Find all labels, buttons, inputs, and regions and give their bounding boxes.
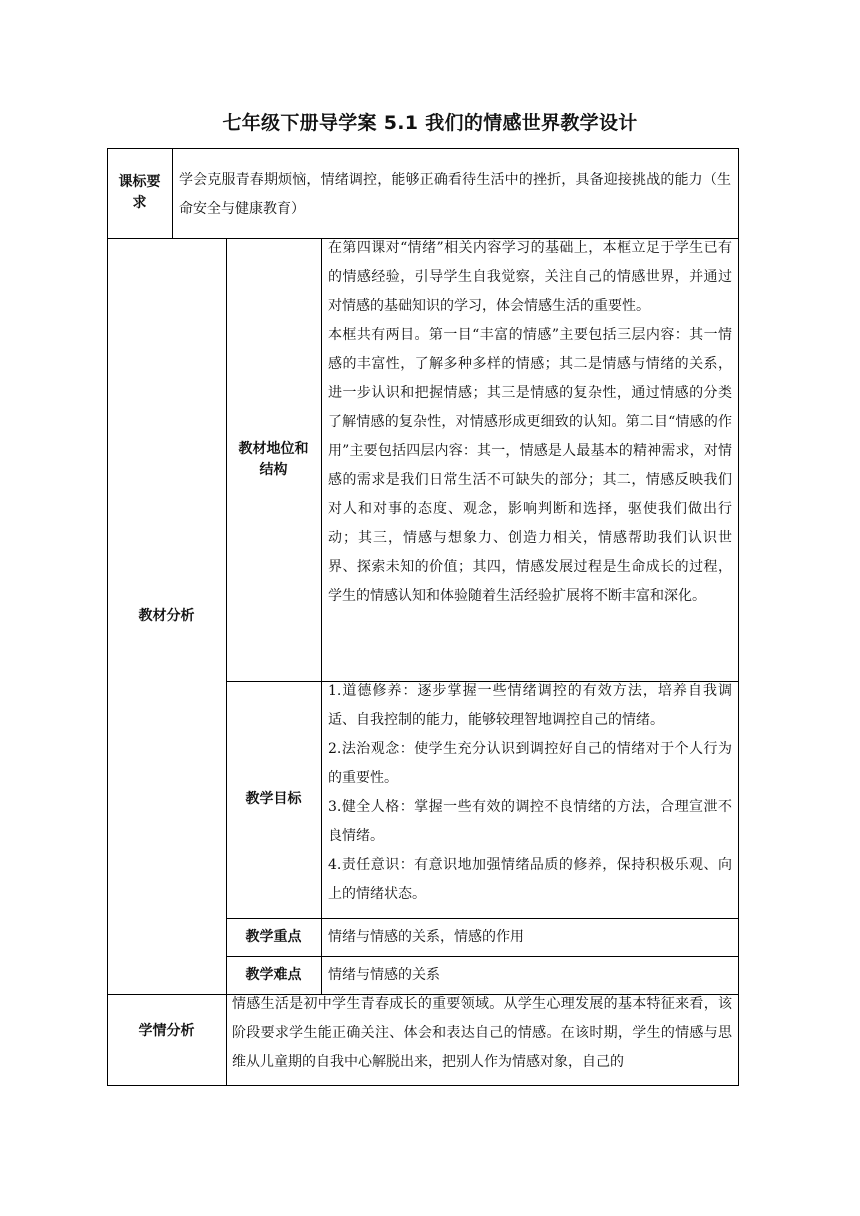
teaching-goals-label: 教学目标 — [245, 791, 302, 807]
goal-item: 4.责任意识：有意识地加强情绪品质的修养，保持积极乐观、向上的情绪状态。 — [328, 857, 732, 902]
label-line: 结构 — [259, 461, 288, 478]
document-title: 七年级下册导学案 5.1 我们的情感世界教学设计 — [222, 112, 638, 134]
label-line: 课标要 — [118, 174, 161, 190]
column-divider — [321, 238, 322, 994]
learner-analysis-content: 情感生活是初中学生青春成长的重要领域。从学生心理发展的基本特征来看，该阶段要求学生能正确关注、体会和表达自己的情感。在该时期，学生的情感与思维从儿童期的自我中心解脱出来，把别人作为情感对象，自己的 — [232, 996, 732, 1070]
goal-item: 1.道德修养：逐步掌握一些情绪调控的有效方法，培养自我调适、自我控制的能力，能够较理智地调控自己的情绪。 — [328, 683, 732, 728]
difficulty-label: 教学难点 — [245, 966, 302, 983]
learner-analysis-label: 学情分析 — [138, 1022, 195, 1039]
column-divider — [172, 148, 173, 238]
goal-item: 2.法治观念：使学生充分认识到调控好自己的情绪对于个人行为的重要性。 — [328, 741, 732, 786]
curriculum-requirement-content: 学会克服青春期烦恼，情绪调控，能够正确看待生活中的挫折，具备迎接挑战的能力（生命安全与健康教育） — [179, 172, 731, 217]
curriculum-requirement-label — [107, 148, 172, 238]
teaching-goals-content — [328, 677, 732, 909]
material-position-content — [328, 234, 732, 611]
difficulty-content: 情绪与情感的关系 — [328, 967, 440, 983]
material-analysis-label: 教材分析 — [138, 607, 195, 624]
goal-item: 3.健全人格：掌握一些有效的调控不良情绪的方法，合理宣泄不良情绪。 — [328, 799, 732, 844]
label-line: 求 — [132, 195, 147, 211]
key-point-label: 教学重点 — [245, 928, 302, 945]
label-line: 教材地位和 — [238, 440, 309, 457]
paragraph: 在第四课对“情绪”相关内容学习的基础上，本框立足于学生已有的情感经验，引导学生自我觉察，关注自己的情感世界，并通过对情感的基础知识的学习，体会情感生活的重要性。 — [328, 240, 732, 314]
paragraph: 本框共有两目。第一目“丰富的情感”主要包括三层内容：其一情感的丰富性，了解多种多样的情感；其二是情感与情绪的关系，进一步认识和把握情感；其三是情感的复杂性，通过情感的分类了解情感的复杂性，对情感形成更细致的认知。第二目“情感的作用”主要包括四层内容：其一，情感是人最基本的精神需求，对情感的需求是我们日常生活不可缺失的部分；其二，情感反映我们对人和对事的态度、观念，影响判断和选择，驱使我们做出行动；其三，情感与想象力、创造力相关，情感帮助我们认识世界、探索未知的价值；其四，情感发展过程是生命成长的过程，学生的情感认知和体验随着生活经验扩展将不断丰富和深化。 — [328, 327, 732, 604]
material-position-label — [226, 238, 321, 681]
key-point-content: 情绪与情感的关系，情感的作用 — [328, 929, 524, 945]
